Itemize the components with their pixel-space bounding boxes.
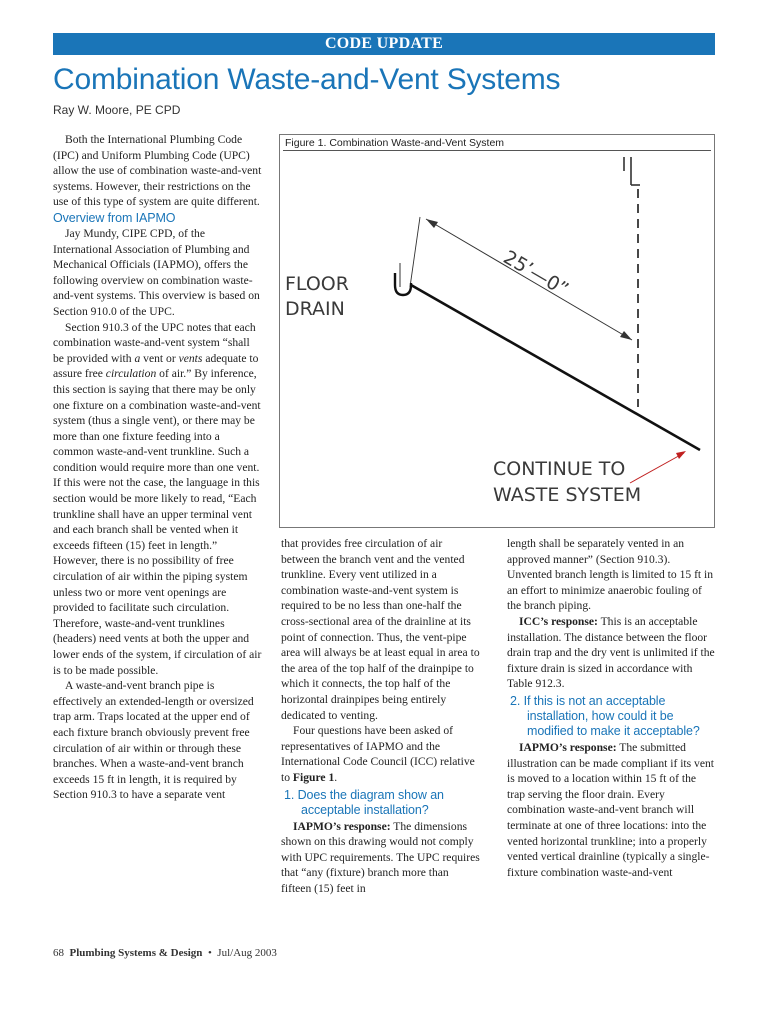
drain-pipe — [411, 285, 700, 450]
paragraph — [281, 723, 481, 785]
response-lead: IAPMO’s response: — [293, 819, 391, 833]
continue-label: WASTE SYSTEM — [493, 484, 642, 506]
article-title: Combination Waste-and-Vent Systems — [53, 63, 561, 96]
magazine-name: Plumbing Systems & Design — [69, 947, 203, 959]
italic-text: vents — [178, 351, 203, 365]
floor-drain-label: DRAIN — [285, 298, 345, 320]
waste-vent-diagram — [280, 135, 714, 527]
paragraph: that provides free circulation of air between the branch vent and the vented trunkline. Every vent utilized in a combination waste-and-vent system is required to be no less than one-half the cross-sectional area of the drainline at its point of connection. Thus, the vent-pipe area will always be at least equal in area to the area of the top half of the drainpipe to which it connects, the top half of the horizontal drainpipes being entirely dedicated to venting. — [281, 537, 480, 722]
question-heading: 1. Does the diagram show an acceptable installation? — [284, 787, 444, 817]
page-footer — [53, 947, 277, 960]
text-run: vent or — [140, 351, 179, 365]
figure-1 — [279, 134, 715, 528]
paragraph: length shall be separately vented in an approved manner” (Section 910.3). Unvented branch length is limited to 15 ft in an effort to minimize anaerobic fouling of the branch piping. — [507, 537, 714, 613]
issue-date: Jul/Aug 2003 — [217, 947, 277, 959]
floor-drain-label: FLOOR — [285, 273, 349, 295]
text-run: of air.” By inference, this section is saying that there may be only one fixture on a combination waste-and-vent system (thus a single vent), or there may be more than one fixture feeding into a common waste-and-vent trunkline. Such a condition would require more than one vent. If this were not the case, the language in this section would be more likely to read, “Each trunkline shall have an upper terminal vent and each branch shall be vented when it exceeds fifteen (15) feet in length.” However, there is no possibility of free circulation of air within the piping system unless two or more vent openings are provided to facilitate such circulation. Therefore, waste-and-vent trunklines (headers) need vents at both the upper and lower ends of the system, if circulation of air is to be made possible. — [53, 367, 262, 677]
text-run: . — [334, 770, 338, 784]
text-run: adequate to assure free — [53, 351, 259, 381]
italic-text: a — [134, 351, 141, 365]
continue-label: CONTINUE TO — [493, 458, 626, 480]
paragraph — [53, 320, 263, 679]
response-lead: ICC’s response: — [519, 614, 598, 628]
continue-arrowhead — [676, 451, 686, 459]
paragraph: Both the International Plumbing Code (IPC) and Uniform Plumbing Code (UPC) allow the use of combination waste-and-vent systems. However, their restrictions on the use of this type of system are quite different. — [53, 133, 262, 209]
dimension-label: 25’—0” — [499, 246, 573, 301]
paragraph — [507, 740, 715, 880]
extension-line — [410, 217, 420, 287]
section-banner: CODE UPDATE — [53, 33, 715, 55]
bold-text: Figure 1 — [292, 770, 335, 784]
text-run: The submitted illustration can be made compliant if its vent is moved to a location within 15 ft of the trap serving the floor drain. Every combination waste-and-vent branch will terminate at one of three locations: into the vented horizontal trunkline; into a properly vented vertical drainline (typically a single-fixture combination waste-and-vent — [507, 740, 715, 879]
column-2 — [281, 536, 481, 896]
figure-caption: Figure 1. Combination Waste-and-Vent System — [285, 137, 505, 149]
question-heading: 2. If this is not an acceptable installation, how could it be modified to make it acceptable? — [510, 693, 700, 738]
response-lead: IAPMO’s response: — [519, 740, 617, 754]
paragraph: A waste-and-vent branch pipe is effectively an extended-length or oversized trap arm. Traps located at the upper end of each fixture branch obviously prevent free circulation of air within or through these branches. When a waste-and-vent branch exceeds 15 ft in length, it is required by Section 910.3 to have a separate vent — [53, 679, 254, 802]
continue-arrow — [630, 453, 684, 483]
paragraph — [281, 819, 481, 897]
paragraph — [507, 614, 715, 692]
text-run: Four questions have been asked of representatives of IAPMO and the International Code Council (ICC) relative to — [281, 724, 475, 784]
dimension-arrow — [426, 219, 438, 228]
text-run: The dimensions shown on this drawing would not comply with UPC requirements. The UPC requires that “any (fixture) branch more than fifteen (15) feet in — [281, 819, 480, 895]
page-number: 68 — [53, 947, 64, 959]
section-heading: Overview from IAPMO — [53, 210, 176, 225]
text-run: This is an acceptable installation. The distance between the floor drain trap and the dry vent is unlimited if the fixture drain is sized in accordance with Table 912.3. — [507, 614, 715, 691]
paragraph: Jay Mundy, CIPE CPD, of the International Association of Plumbing and Mechanical Officials (IAPMO), offers the following overview on combination waste-and-vent systems. This overview is based on Section 910.0 of the UPC. — [53, 226, 260, 318]
column-3 — [507, 536, 715, 880]
italic-text: circulation — [105, 367, 157, 381]
vent-stack-symbol — [624, 157, 640, 185]
footer-bullet: • — [207, 947, 212, 959]
dimension-arrow — [620, 331, 632, 340]
text-run: Section 910.3 of the UPC notes that each combination waste-and-vent system “shall be provided with — [53, 320, 256, 365]
column-1 — [53, 132, 263, 803]
author-byline: Ray W. Moore, PE CPD — [53, 103, 181, 117]
floor-drain-trap — [395, 273, 411, 295]
